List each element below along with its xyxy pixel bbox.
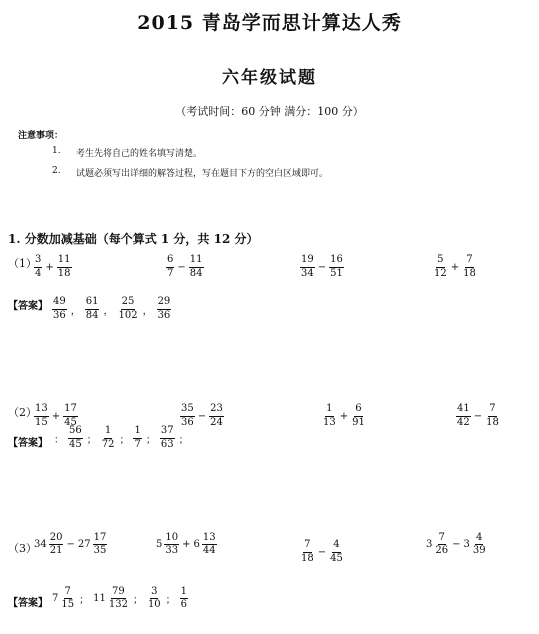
q3-answer-label: 【答案】	[8, 598, 48, 609]
question-2-label: （2）	[8, 406, 37, 419]
q2-answers	[52, 426, 191, 450]
numerator: 11	[189, 255, 204, 268]
q2-expr-4	[456, 396, 500, 428]
separator: ；	[79, 595, 90, 606]
denominator: 34	[301, 267, 314, 279]
question-3-label: （3）	[8, 542, 37, 555]
notice-item-1-number: 1.	[52, 146, 61, 156]
operator: +	[51, 410, 61, 422]
numerator: 1	[180, 587, 188, 600]
numerator: 79	[111, 587, 126, 600]
numerator: 17	[93, 533, 108, 546]
numerator: 3	[150, 587, 158, 600]
denominator: 6	[180, 599, 188, 610]
numerator: 13	[34, 404, 49, 417]
q3-expr-3	[300, 532, 344, 564]
operator: +	[339, 410, 349, 422]
denominator: 39	[472, 545, 486, 556]
denominator: 63	[160, 438, 174, 450]
denominator: 10	[147, 599, 161, 610]
operator: −	[197, 410, 207, 422]
notice-item-1-text: 考生先将自己的姓名填写清楚。	[76, 149, 203, 159]
numerator: 11	[57, 255, 72, 268]
q3-expr-4	[426, 532, 487, 557]
numerator: 56	[68, 426, 83, 439]
separator: ，	[70, 305, 81, 317]
q3-expr-2	[156, 532, 217, 557]
section-1-title: 1. 分数加减基础（每个算式 1 分，共 12 分）	[8, 232, 259, 246]
denominator: 45	[64, 416, 77, 428]
numerator: 7	[303, 540, 311, 553]
operator: −	[317, 546, 327, 558]
denominator: 18	[486, 416, 499, 428]
denominator: 18	[463, 267, 476, 279]
q1-answer-label: 【答案】	[8, 301, 48, 312]
denominator: 102	[118, 309, 138, 321]
separator: ；	[132, 595, 143, 606]
numerator: 6	[166, 255, 174, 268]
operator: −	[177, 261, 186, 273]
numerator: 1	[325, 404, 333, 417]
numerator: 4	[332, 540, 340, 553]
operator: +	[45, 261, 54, 273]
page-title: 2015 青岛学而思计算达人秀	[137, 12, 402, 34]
q3-answers	[52, 586, 188, 611]
denominator: 91	[352, 416, 365, 428]
denominator: 18	[57, 267, 71, 279]
denominator: 33	[165, 545, 179, 556]
denominator: 72	[101, 438, 115, 450]
numerator: 1	[133, 426, 141, 439]
whole-number: 3	[426, 539, 433, 550]
notice-heading: 注意事项：	[18, 131, 64, 141]
denominator: 45	[69, 438, 82, 450]
denominator: 15	[61, 599, 75, 610]
q1-expr-1	[34, 247, 72, 279]
numerator: 1	[104, 426, 112, 439]
numerator: 29	[157, 297, 172, 310]
q1-expr-2	[166, 247, 204, 279]
notice-item-2-text: 试题必须写出详细的解答过程，写在题目下方的空白区域即可。	[76, 169, 329, 179]
numerator: 25	[121, 297, 136, 310]
whole-number: 34	[34, 539, 47, 550]
denominator: 7	[134, 438, 141, 450]
numerator: 37	[160, 426, 175, 439]
numerator: 6	[354, 404, 362, 417]
separator: ；	[86, 434, 97, 446]
denominator: 84	[85, 309, 99, 321]
numerator: 19	[300, 255, 315, 268]
whole-number: 5	[156, 539, 163, 550]
numerator: 61	[85, 297, 100, 310]
denominator: 44	[202, 545, 216, 556]
numerator: 35	[180, 404, 195, 417]
q2-expr-3	[322, 396, 366, 428]
numerator: 4	[475, 533, 483, 546]
separator: ；	[145, 434, 156, 446]
q3-expr-1	[34, 532, 107, 557]
denominator: 132	[108, 599, 128, 610]
q1-expr-3	[300, 247, 344, 279]
numerator: 7	[438, 533, 446, 546]
whole-number: 11	[93, 593, 106, 604]
numerator: 5	[436, 255, 444, 268]
denominator: 42	[457, 416, 470, 428]
operator: −	[317, 261, 327, 273]
q2-answer-label: 【答案】	[8, 438, 48, 449]
denominator: 36	[157, 309, 171, 321]
numerator: 20	[49, 533, 64, 546]
numerator: 16	[329, 255, 344, 268]
separator: ；	[178, 434, 189, 446]
numerator: 41	[456, 404, 471, 417]
operator: −	[473, 410, 483, 422]
question-1-label: （1）	[8, 257, 37, 270]
operator: +	[450, 261, 460, 273]
numerator: 10	[164, 533, 179, 546]
denominator: 36	[53, 309, 66, 321]
whole-number: 7	[52, 593, 59, 604]
denominator: 18	[301, 552, 314, 564]
separator: ，	[142, 305, 153, 317]
denominator: 26	[435, 545, 449, 556]
q1-expr-4	[433, 247, 477, 279]
whole-number: 27	[77, 539, 91, 550]
denominator: 36	[181, 416, 194, 428]
denominator: 35	[93, 545, 107, 556]
notice-item-2-number: 2.	[52, 166, 61, 176]
denominator: 7	[167, 267, 174, 279]
denominator: 21	[49, 545, 63, 556]
operator: −	[452, 539, 461, 550]
numerator: 23	[209, 404, 224, 417]
separator: ；	[165, 595, 176, 606]
numerator: 7	[465, 255, 473, 268]
denominator: 24	[210, 416, 223, 428]
separator: ；	[119, 434, 130, 446]
operator: −	[66, 539, 75, 550]
numerator: 7	[488, 404, 496, 417]
whole-number: 6	[193, 539, 200, 550]
colon: ：	[54, 434, 64, 446]
denominator: 84	[189, 267, 203, 279]
page-subtitle: 六年级试题	[222, 68, 317, 88]
denominator: 4	[35, 267, 42, 279]
whole-number: 3	[463, 539, 470, 550]
exam-info: （考试时间：60 分钟 满分：100 分）	[175, 105, 364, 118]
denominator: 51	[330, 267, 343, 279]
separator: ，	[103, 305, 114, 317]
denominator: 12	[434, 267, 447, 279]
numerator: 7	[64, 587, 72, 600]
numerator: 3	[34, 255, 42, 268]
denominator: 15	[35, 416, 48, 428]
denominator: 13	[323, 416, 336, 428]
numerator: 49	[52, 297, 67, 310]
denominator: 45	[330, 552, 343, 564]
q1-answers	[52, 289, 171, 321]
numerator: 17	[63, 404, 78, 417]
q2-expr-1	[34, 396, 78, 428]
numerator: 13	[202, 533, 217, 546]
operator: +	[182, 539, 191, 550]
q2-expr-2	[180, 396, 224, 428]
